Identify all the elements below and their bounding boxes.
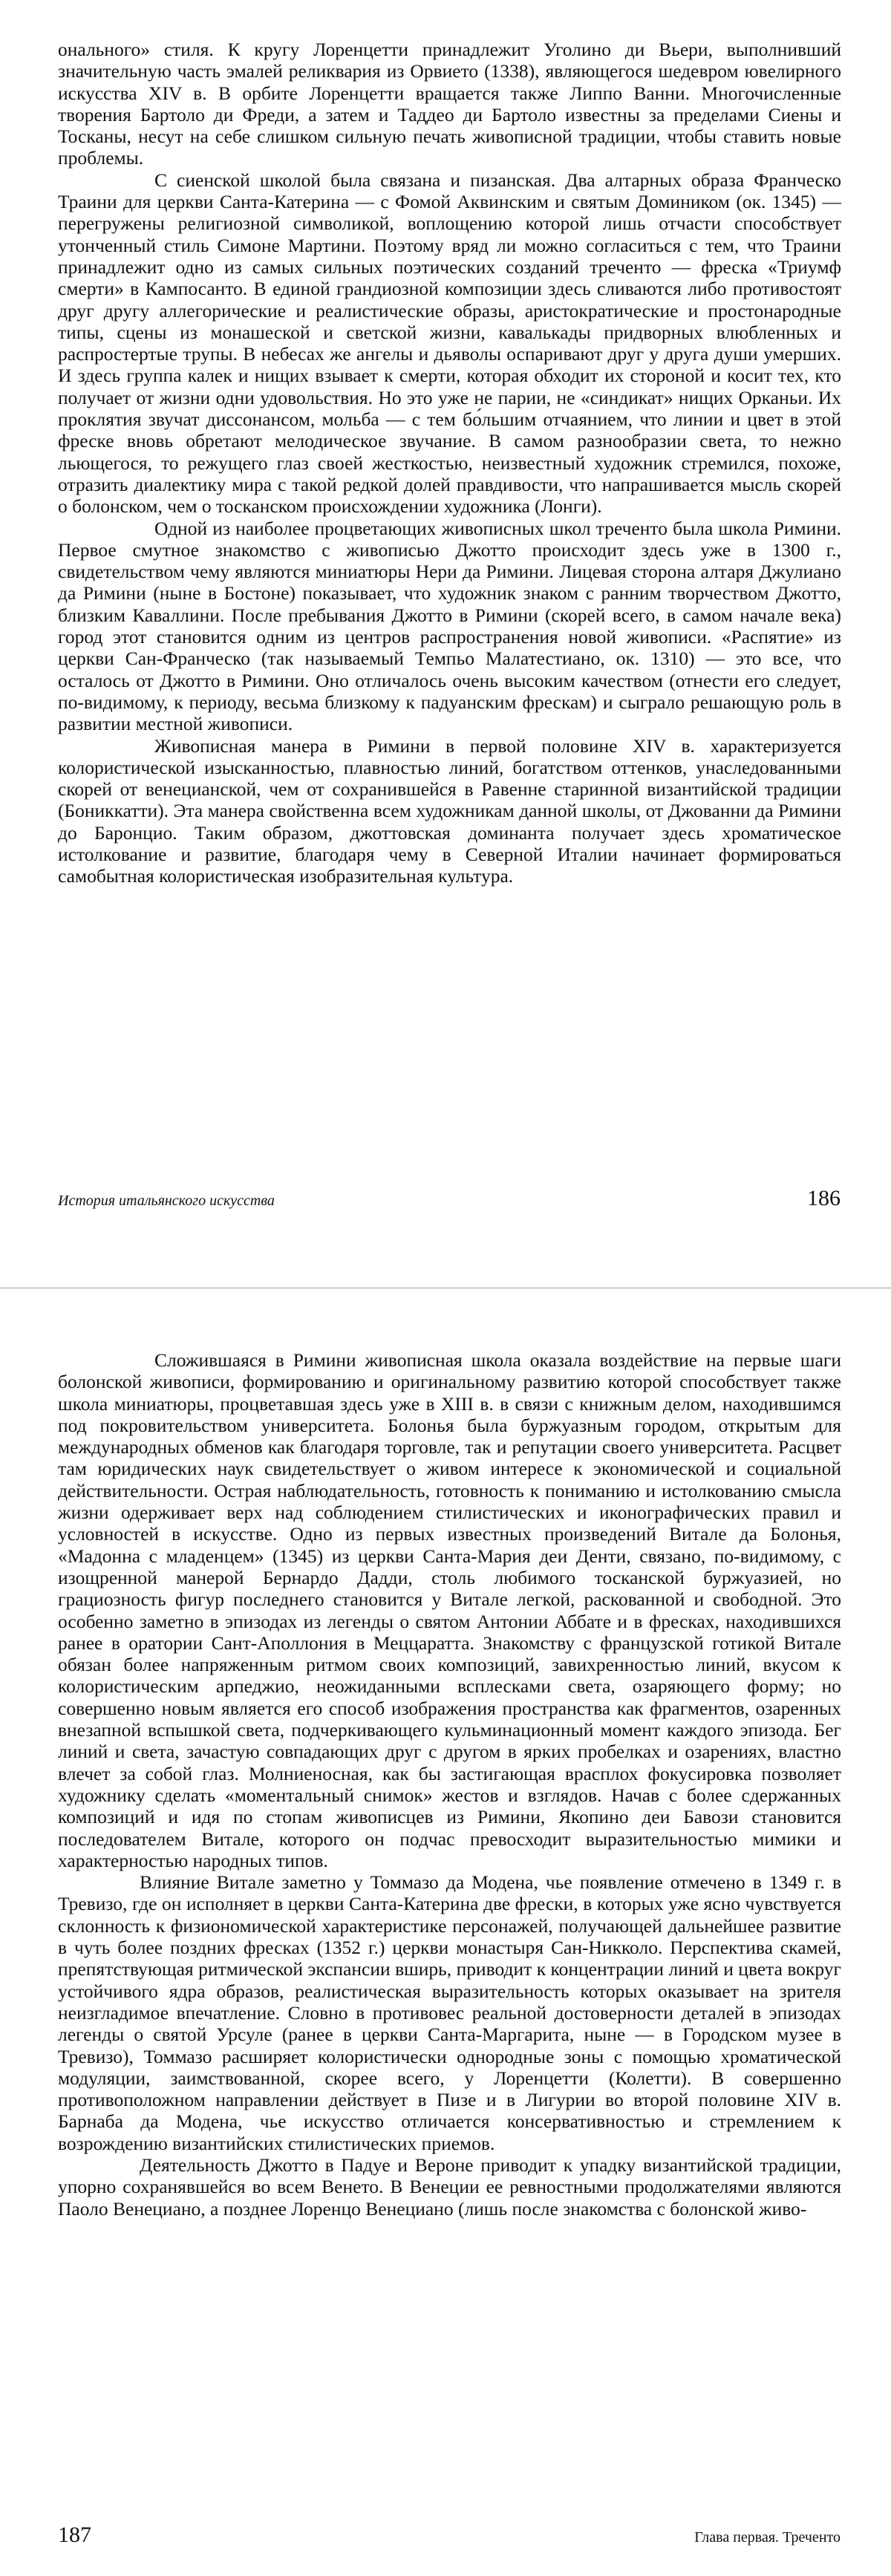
page-footer <box>58 1186 841 1211</box>
page-187 <box>0 1288 891 2576</box>
page-body <box>58 1349 841 2220</box>
chapter-title: Глава первая. Треченто <box>694 2529 841 2546</box>
paragraph: Живописная манера в Римини в первой половине XIV в. характеризуется колористической изысканностью, плавностью линий, богатством оттенков, унаследованными скорей от венецианской, чем от сохранившейся в Равенне старинной византийской традиции (Бониккатти). Эта манера свойственна всем художникам данной школы, от Джованни да Римини до Баронцио. Таким образом, джоттовская доминанта получает здесь хроматическое истолкование и развитие, благодаря чему в Северной Италии начинает формироваться самобытная колористическая изобразительная культура. <box>58 734 841 887</box>
paragraph: Деятельность Джотто в Падуе и Вероне приводит к упадку византийской традиции, упорно сохранявшейся во всем Венето. В Венеции ее ревностными продолжателями являются Паоло Венециано, а позднее Лоренцо Венециано (лишь после знакомства с болонской живо- <box>58 2153 841 2220</box>
page-footer <box>58 2523 841 2548</box>
page-number: 187 <box>58 2523 91 2547</box>
page-body <box>58 39 841 887</box>
paragraph: Одной из наиболее процветающих живописных школ треченто была школа Римини. Первое смутное знакомство с живописью Джотто происходит здесь уже в 1300 г., свидетельством чему являются миниатюры Нери да Римини. Лицевая сторона алтаря Джулиано да Римини (ныне в Бостоне) показывает, что художник знаком с ранним творчеством Джотто, близким Каваллини. После пребывания Джотто в Римини (скорей всего, в самом начале века) город этот становится одним из центров распространения новой живописи. «Распятие» из церкви Сан-Франческо (так называемый Темпьо Малатестиано, ок. 1310) — это все, что осталось от Джотто в Римини. Оно отличалось очень высоким качеством (отнести его следует, по-видимому, к периоду, весьма близкому к падуанским фрескам) и сыграло решающую роль в развитии местной живописи. <box>58 517 841 735</box>
page-number: 186 <box>807 1186 841 1210</box>
paragraph: онального» стиля. К кругу Лоренцетти принадлежит Уголино ди Вьери, выполнивший значительную часть эмалей реликвария из Орвието (1338), являющегося шедевром ювелирного искусства XIV в. В орбите Лоренцетти вращается также Липпо Ванни. Многочисленные творения Бартоло ди Фреди, а затем и Таддео ди Бартоло известны за пределами Сиены и Тосканы, несут на себе слишком сильную печать живописной традиции, чтобы ставить новые проблемы. <box>58 39 841 169</box>
paragraph: Сложившаяся в Римини живописная школа оказала воздействие на первые шаги болонской живописи, формированию и оригинальному развитию которой способствует также школа миниатюры, процветавшая здесь уже в XIII в. в связи с книжным делом, находившимся под покровительством университета. Болонья была буржуазным городом, открытым для международных обменов как благодаря торговле, так и репутации своего университета. Расцвет там юридических наук свидетельствует о живом интересе к экономической и социальной действительности. Острая наблюдательность, готовность к пониманию и истолкованию смысла жизни одерживает верх над соблюдением стилистических и иконографических правил и условностей в искусстве. Одно из первых известных произведений Витале да Болонья, «Мадонна с младенцем» (1345) из церкви Санта-Мария деи Денти, связано, по-видимому, с изощренной манерой Бернардо Дадди, столь любимого тосканской буржуазией, но грациозность фигур последнего становится у Витале легкой, раскованной и свободной. Это особенно заметно в эпизодах из легенды о святом Антонии Аббате и в фресках, находившихся ранее в оратории Сант-Аполлония в Меццаратта. Знакомству с французской готикой Витале обязан более напряженным ритмом своих композиций, завихренностью линий, вкусом к колористическим арпеджио, неожиданными всплесками света, озаряющего форму; но совершенно новым является его способ изображения пространства как фрагментов, озаренных внезапной вспышкой света, подчеркивающего кульминационный момент каждого эпизода. Бег линий и света, зачастую совпадающих друг с другом в ярких пробелках и озарениях, властно влечет за собой глаз. Молниеносная, как бы застигающая врасплох фокусировка позволяет художнику сделать «моментальный снимок» жестов и взглядов. Начав с более сдержанных композиций и идя по стопам живописцев из Римини, Якопино деи Бавози становится последователем Витале, которого он подчас превосходит выразительностью мимики и характерностью народных типов. <box>58 1349 841 1871</box>
paragraph: Влияние Витале заметно у Томмазо да Модена, чье появление отмечено в 1349 г. в Тревизо, где он исполняет в церкви Санта-Катерина две фрески, в которых уже ясно чувствуется склонность к физиономической характеристике персонажей, получающей дальнейшее развитие в чуть более поздних фресках (1352 г.) церкви монастыря Сан-Никколо. Перспектива скамей, препятствующая ритмической экспансии вширь, приводит к концентрации линий и цвета вокруг устойчивого ядра образов, реалистическая выразительность которых оказывает на зрителя неизгладимое впечатление. Словно в противовес реальной достоверности деталей в эпизодах легенды о святой Урсуле (ранее в церкви Санта-Маргарита, ныне — в Городском музее в Тревизо), Томмазо расширяет колористически однородные зоны с помощью хроматической модуляции, заимствованной, скорее всего, у Лоренцетти (Колетти). В совершенно противоположном направлении действует в Пизе и в Лигурии во второй половине XIV в. Барнаба да Модена, чье искусство отличается консервативностью и стремлением к возрождению византийских стилистических приемов. <box>58 1871 841 2154</box>
paragraph: С сиенской школой была связана и пизанская. Два алтарных образа Франческо Траини для церкви Санта-Катерина — с Фомой Аквинским и святым Домиником (ок. 1345) — перегружены религиозной символикой, воплощению которой лишь отчасти способствует утонченный стиль Симоне Мартини. Поэтому вряд ли можно согласиться с тем, что Траини принадлежит одно из самых сильных поэтических созданий треченто — фреска «Триумф смерти» в Кампосанто. В единой грандиозной композиции здесь сливаются либо противостоят друг другу аллегорические и реалистические образы, аристократические и простонародные типы, сцены из монашеской и светской жизни, кавалькады придворных влюбленных и распростертые трупы. В небесах же ангелы и дьяволы оспаривают друг у друга души умерших. И здесь группа калек и нищих взывает к смерти, которая обходит их стороной и косит тех, кто получает от жизни одни удовольствия. Но это уже не парии, не «синдикат» нищих Орканьи. Их проклятия звучат диссонансом, мольба — с тем бо́льшим отчаянием, что линии и цвет в этой фреске вновь обретают мелодическое звучание. В самом разнообразии света, то нежно льющегося, то режущего глаз своей жесткостью, неизвестный художник стремился, похоже, отразить диалектику мира с такой редкой долей правдивости, что напрашивается мысль скорей о болонском, чем о тосканском происхождении художника (Лонги). <box>58 169 841 518</box>
running-title: История итальянского искусства <box>58 1193 275 1209</box>
